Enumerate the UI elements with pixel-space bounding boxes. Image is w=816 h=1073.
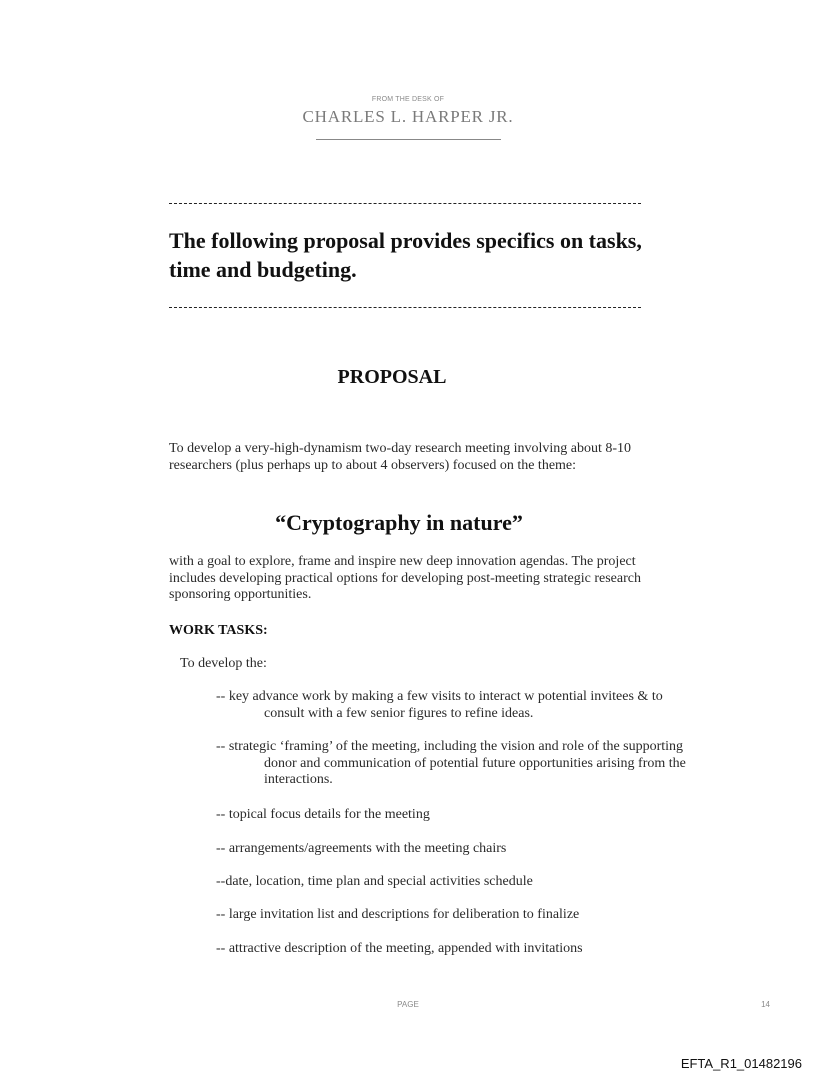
letterhead-from-label: FROM THE DESK OF: [371, 96, 445, 103]
work-tasks-heading: WORK TASKS:: [169, 623, 268, 638]
work-task-item: -- arrangements/agreements with the meeting chairs: [216, 841, 507, 856]
work-task-item: -- topical focus details for the meeting: [216, 807, 430, 822]
work-task-item: -- strategic ‘framing’ of the meeting, including the vision and role of the supporting donor and communication of potential future opportunities arising from the interactions.: [216, 739, 686, 787]
document-id: EFTA_R1_01482196: [680, 1056, 802, 1071]
work-task-item: -- large invitation list and descriptions for deliberation to finalize: [216, 907, 580, 922]
work-task-item: -- attractive description of the meeting, appended with invitations: [216, 941, 583, 956]
dashed-divider-bottom: [169, 307, 641, 308]
intro-heading: The following proposal provides specifics on tasks, time and budgeting.: [169, 228, 642, 282]
work-task-item: --date, location, time plan and special activities schedule: [216, 874, 533, 889]
theme-title: “Cryptography in nature”: [275, 510, 523, 535]
footer-page-number: 14: [761, 1000, 770, 1009]
work-tasks-intro: To develop the:: [180, 656, 267, 671]
footer-page-label: PAGE: [397, 1000, 419, 1009]
proposal-paragraph: To develop a very-high-dynamism two-day research meeting involving about 8-10 researchers (plus perhaps up to about 4 observers) focused on the theme:: [169, 441, 632, 473]
letterhead-divider: [316, 139, 501, 140]
work-task-item: -- key advance work by making a few visits to interact w potential invitees & to consult with a few senior figures to refine ideas.: [216, 689, 663, 721]
proposal-title: PROPOSAL: [337, 366, 447, 388]
goal-paragraph: with a goal to explore, frame and inspire new deep innovation agendas. The project includes developing practical options for developing post-meeting strategic research sponsoring opportunities.: [169, 554, 641, 602]
dashed-divider-top: [169, 203, 641, 204]
letterhead-name: CHARLES L. HARPER JR.: [302, 107, 514, 126]
